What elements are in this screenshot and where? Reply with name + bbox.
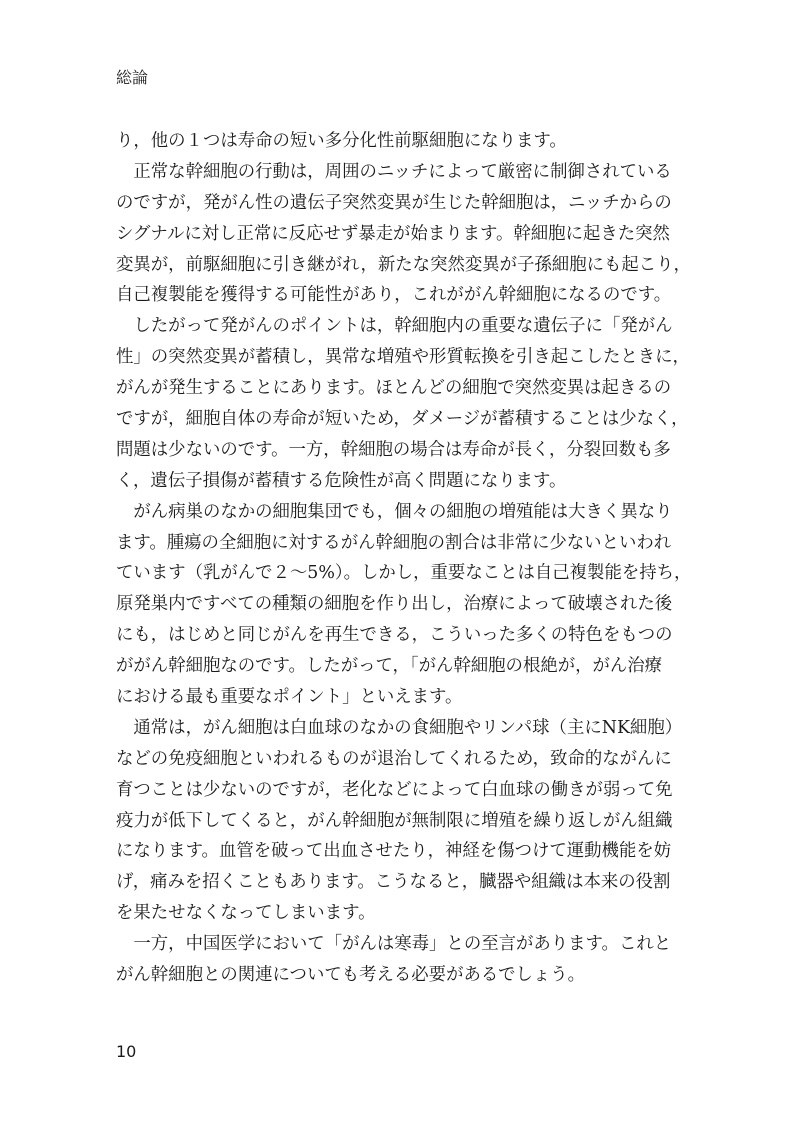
- text-line: 育つことは少ないのですが，老化などによって白血球の働きが弱って免: [116, 779, 673, 800]
- text-line: ががん幹細胞なのです。したがって，「がん幹細胞の根絶が，がん治療: [116, 656, 663, 677]
- text-line: り，他の１つは寿命の短い多分化性前駆細胞になります。: [116, 131, 567, 151]
- text-line: 通常は，がん細胞は白血球のなかの食細胞やリンパ球（主にNK細胞）: [116, 717, 683, 738]
- text-line: がん幹細胞との関連についても考える必要があるでしょう。: [116, 965, 586, 986]
- body-text: [116, 126, 696, 991]
- text-line: 性」の突然変異が蓄積し，異常な増殖や形質転換を引き起こしたときに，: [116, 347, 690, 368]
- text-line: 変異が，前駆細胞に引き継がれ，新たな突然変異が子孫細胞にも起こり，: [116, 254, 691, 275]
- text-line: したがって発がんのポイントは，幹細胞内の重要な遺伝子に「発がん: [116, 316, 673, 337]
- page-number: 10: [116, 1042, 137, 1061]
- text-line: く，遺伝子損傷が蓄積する危険性が高く問題になります。: [116, 470, 567, 491]
- text-line: 問題は少ないのです。一方，幹細胞の場合は寿命が長く，分裂回数も多: [116, 439, 671, 460]
- running-head: 総論: [116, 68, 149, 87]
- text-line: ですが，細胞自体の寿命が短いため，ダメージが蓄積することは少なく，: [116, 409, 689, 430]
- text-line: 疫力が低下してくると，がん幹細胞が無制限に増殖を繰り返しがん組織: [116, 810, 673, 831]
- text-line: にも，はじめと同じがんを再生できる，こういった多くの特色をもつの: [116, 625, 673, 646]
- text-line: ます。腫瘍の全細胞に対するがん幹細胞の割合は非常に少ないといわれ: [116, 532, 672, 553]
- text-line: などの免疫細胞といわれるものが退治してくれるため，致命的ながんに: [116, 748, 672, 769]
- text-line: における最も重要なポイント」といえます。: [116, 687, 463, 708]
- text-line: げ，痛みを招くこともあります。こうなると，臓器や組織は本来の役割: [116, 872, 671, 893]
- text-line: 原発巣内ですべての種類の細胞を作り出し，治療によって破壊された後: [116, 594, 673, 615]
- text-line: を果たせなくなってしまいます。: [116, 903, 376, 924]
- text-line: 正常な幹細胞の行動は，周囲のニッチによって厳密に制御されている: [116, 161, 672, 182]
- text-line: ています（乳がんで２～5%）。しかし，重要なことは自己複製能を持ち，: [116, 563, 692, 584]
- text-line: 自己複製能を獲得する可能性があり，これががん幹細胞になるのです。: [116, 285, 672, 306]
- text-line: がんが発生することにあります。ほとんどの細胞で突然変異は起きるの: [116, 378, 672, 399]
- text-line: 一方，中国医学において「がんは寒毒」との至言があります。これと: [116, 934, 672, 955]
- text-line: がん病巣のなかの細胞集団でも，個々の細胞の増殖能は大きく異なり: [116, 501, 673, 522]
- text-line: シグナルに対し正常に反応せず暴走が始まります。幹細胞に起きた突然: [116, 223, 670, 244]
- text-line: のですが，発がん性の遺伝子突然変異が生じた幹細胞は，ニッチからの: [116, 192, 672, 213]
- text-line: になります。血管を破って出血させたり，神経を傷つけて運動機能を妨: [116, 841, 672, 862]
